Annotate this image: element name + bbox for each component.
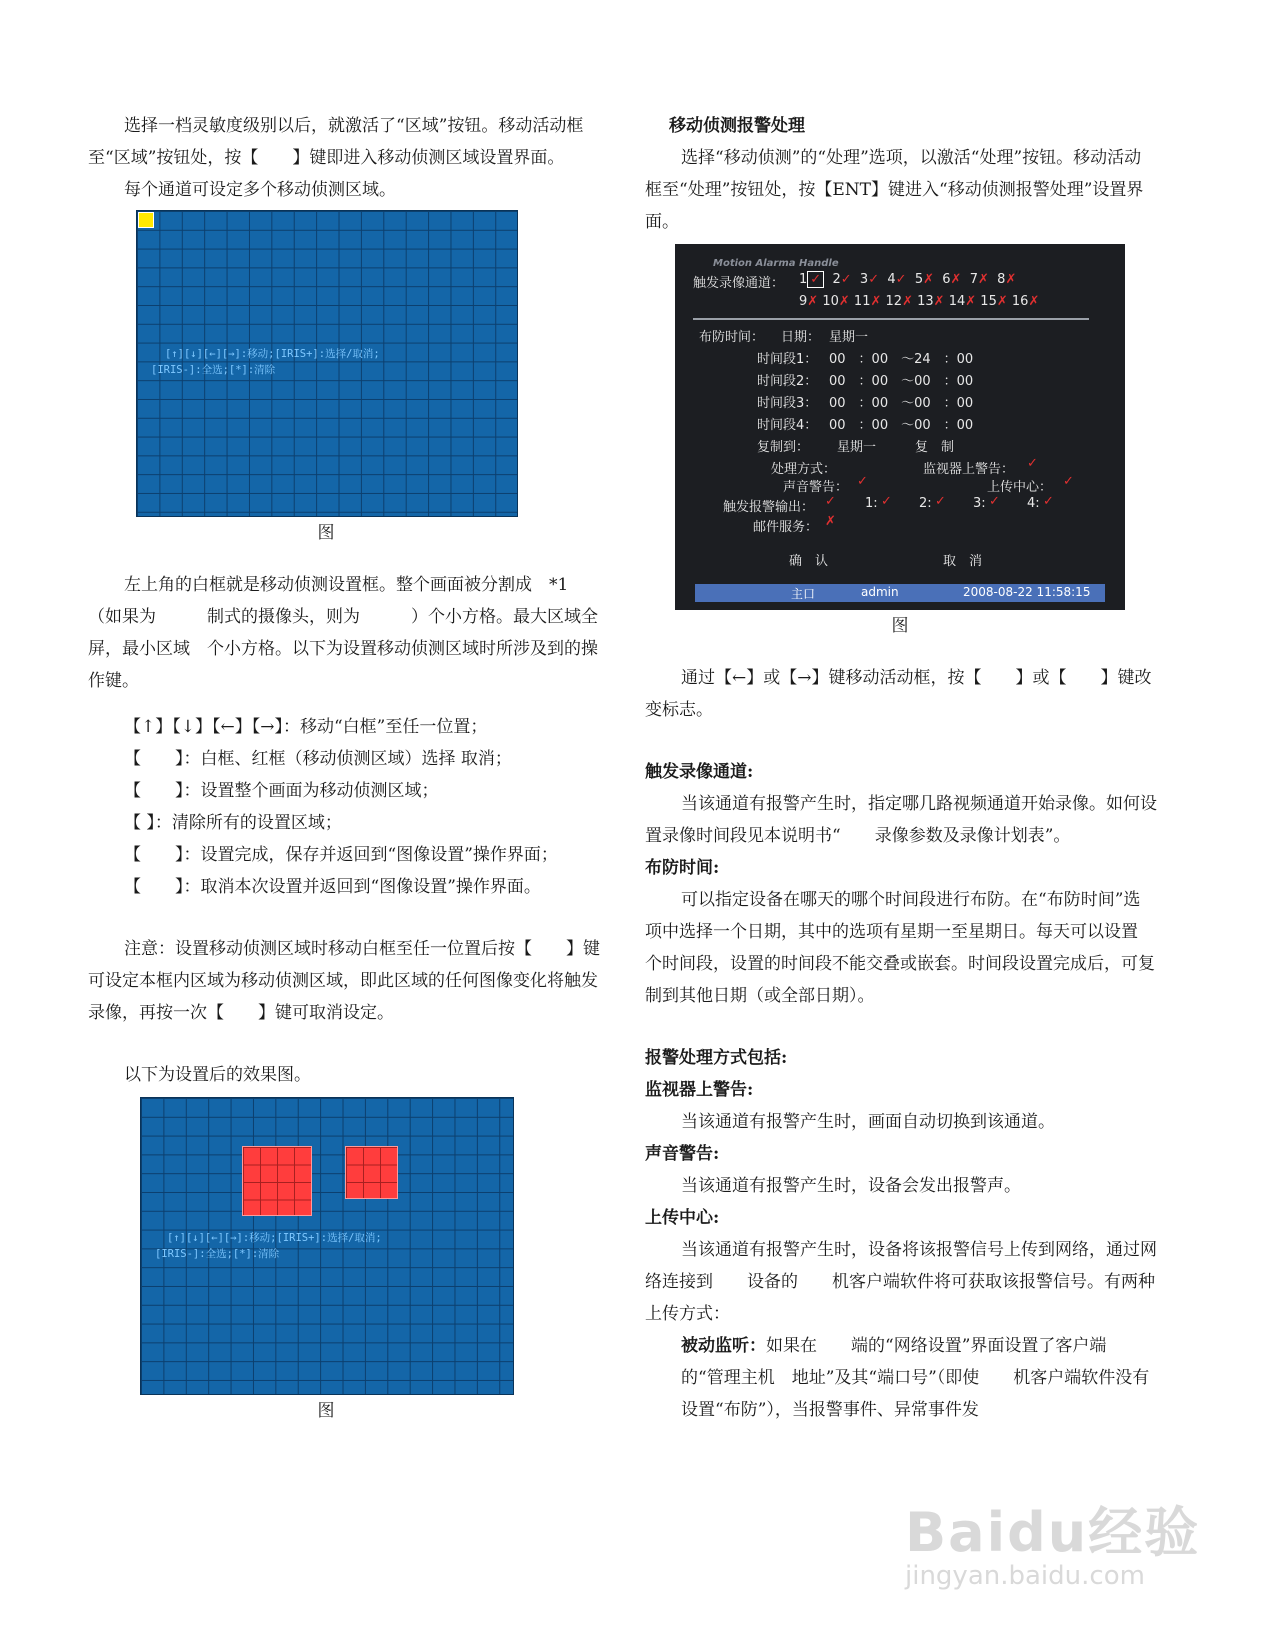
monitor-warning-label: 监视器上警告： xyxy=(923,462,1015,477)
period-label: 时间段4： xyxy=(757,418,818,433)
check-icon[interactable]: ✓ xyxy=(825,494,836,509)
check-icon[interactable]: ✓ xyxy=(989,494,1000,509)
paragraph: 每个通道可设定多个移动侦测区域。 xyxy=(124,180,396,200)
paragraph-text: 如果在 端的“网络设置”界面设置了客户端 的“管理主机 地址”及其“端口号”（即使 机客户端软件没有设置“布防”），当报警事件、异常事件发 xyxy=(681,1336,1150,1420)
period-label: 时间段3： xyxy=(757,396,818,411)
cross-icon[interactable]: ✗ xyxy=(933,294,945,309)
channel-row-2 xyxy=(799,294,1039,309)
key-hint: [IRIS-]:全选;[*]:清除 xyxy=(151,364,276,376)
date-value[interactable]: 星期一 xyxy=(829,330,869,345)
key-hint: [↑][↓][←][→]:移动;[IRIS+]:选择/取消; xyxy=(165,348,380,360)
channel-number: 14 xyxy=(948,294,966,309)
check-icon[interactable]: ✓ xyxy=(881,494,892,509)
key-hint: [↑][↓][←][→]:移动;[IRIS+]:选择/取消; xyxy=(167,1232,382,1244)
check-icon[interactable]: ✓ xyxy=(1043,494,1054,509)
copy-to-label: 复制到： xyxy=(757,440,810,455)
figure-caption: 图 xyxy=(891,616,909,636)
check-icon[interactable]: ✓ xyxy=(840,272,852,287)
main-menu-label[interactable]: 主口 xyxy=(791,587,816,601)
period-value[interactable]: 00 ：00 ～00 ：00 xyxy=(829,374,974,389)
mail-service-label: 邮件服务： xyxy=(753,520,819,535)
key-list xyxy=(88,711,600,903)
paragraph: 通过【←】或【→】键移动活动框，按【 】或【 】键改变标志。 xyxy=(645,668,1152,720)
cross-icon[interactable]: ✗ xyxy=(1028,294,1040,309)
cross-icon[interactable]: ✗ xyxy=(807,294,819,309)
screen-title: Motion Alarma Handle xyxy=(713,258,839,269)
output-number: 1: xyxy=(865,496,878,511)
arm-time-label: 布防时间： xyxy=(699,330,765,345)
status-bar xyxy=(695,584,1105,602)
section-heading: 声音警告: xyxy=(645,1144,720,1164)
channel-number: 9 xyxy=(799,294,808,309)
channel-number: 12 xyxy=(885,294,903,309)
paragraph: 以下为设置后的效果图。 xyxy=(124,1065,311,1085)
channel-number: 15 xyxy=(980,294,997,309)
output-number: 2: xyxy=(919,496,932,511)
cross-icon[interactable]: ✗ xyxy=(1005,272,1017,287)
detection-area xyxy=(345,1146,398,1199)
section-heading: 触发录像通道: xyxy=(645,762,754,782)
check-icon[interactable]: ✓ xyxy=(1027,456,1038,471)
motion-grid-result xyxy=(140,1097,514,1395)
check-icon[interactable]: ✓ xyxy=(935,494,946,509)
note-paragraph: 注意：设置移动侦测区域时移动白框至任一位置后按【 】键可设定本框内区域为移动侦测区域，即此区域的任何图像变化将触发录像，再按一次【 】键可取消设定。 xyxy=(88,939,600,1023)
section-heading: 上传中心: xyxy=(645,1208,720,1228)
key-hint: [IRIS-]:全选;[*]:清除 xyxy=(155,1248,280,1260)
divider xyxy=(693,318,1089,320)
period-value[interactable]: 00 ：00 ～00 ：00 xyxy=(829,396,974,411)
channel-number: 2 xyxy=(832,272,841,287)
paragraph: 当该通道有报警产生时，画面自动切换到该通道。 xyxy=(681,1112,1055,1132)
trigger-label: 触发录像通道： xyxy=(693,276,785,291)
paragraph: 左上角的白框就是移动侦测设置框。整个画面被分割成 *1 （如果为 制式的摄像头，则为 ）个小方格。最大区域全屏，最小区域 个小方格。以下为设置移动侦测区域时所涉及到的操作键。 xyxy=(88,575,598,691)
left-column xyxy=(88,110,600,1427)
handle-label: 处理方式： xyxy=(771,462,837,477)
datetime-label: 2008-08-22 11:58:15 xyxy=(963,585,1091,599)
key-item: 【 】：设置完成，保存并返回到“图像设置”操作界面； xyxy=(124,845,558,865)
alarm-handle-screen xyxy=(675,244,1125,610)
motion-grid-setup xyxy=(136,210,518,517)
paragraph: 当该通道有报警产生时，设备将该报警信号上传到网络，通过网络连接到 设备的 机客户端软件将可获取该报警信号。有两种上传方式： xyxy=(645,1240,1157,1324)
channel-number: 1 xyxy=(799,272,808,287)
channel-number: 4 xyxy=(887,272,896,287)
key-item: 【 】：白框、红框（移动侦测区域）选择 取消； xyxy=(124,749,512,769)
upload-center-label: 上传中心： xyxy=(987,480,1053,495)
paragraph xyxy=(645,1330,1157,1426)
cross-icon[interactable]: ✗ xyxy=(950,272,962,287)
period-label: 时间段2： xyxy=(757,374,818,389)
check-icon[interactable]: ✓ xyxy=(857,474,868,489)
output-number: 4: xyxy=(1027,496,1040,511)
period-value[interactable]: 00 ：00 ～24 ：00 xyxy=(829,352,974,367)
alarm-output-label: 触发报警输出： xyxy=(723,500,815,515)
paragraph: 当该通道有报警产生时，设备会发出报警声。 xyxy=(681,1176,1021,1196)
user-label: admin xyxy=(861,585,899,599)
channel-number: 11 xyxy=(853,294,871,309)
selection-box xyxy=(138,212,154,228)
cross-icon[interactable]: ✗ xyxy=(996,294,1008,309)
period-label: 时间段1： xyxy=(757,352,818,367)
key-item: 【↑】【↓】【←】【→】：移动“白框”至任一位置； xyxy=(124,717,488,737)
sound-warning-label: 声音警告： xyxy=(783,480,849,495)
key-item: 【 】：设置整个画面为移动侦测区域； xyxy=(124,781,439,801)
cancel-button[interactable]: 取 消 xyxy=(943,554,983,569)
copy-day[interactable]: 星期一 xyxy=(837,440,877,455)
channel-number: 3 xyxy=(859,272,869,287)
cross-icon[interactable]: ✗ xyxy=(838,294,850,309)
date-label: 日期： xyxy=(781,330,821,345)
key-item: 【 】：清除所有的设置区域； xyxy=(124,813,342,833)
copy-button[interactable]: 复 制 xyxy=(915,440,955,455)
section-heading: 监视器上警告: xyxy=(645,1080,754,1100)
paragraph: 可以指定设备在哪天的哪个时间段进行布防。在“布防时间”选项中选择一个日期，其中的选项有星期一至星期日。每天可以设置 个时间段，设置的时间段不能交叠或嵌套。时间段设置完成后，可复制到其他日期（或全部日期）。 xyxy=(645,890,1155,1006)
cross-icon[interactable]: ✗ xyxy=(923,272,934,287)
key-item: 【 】：取消本次设置并返回到“图像设置”操作界面。 xyxy=(124,877,541,897)
channel-number: 5 xyxy=(914,272,924,287)
cross-icon[interactable]: ✗ xyxy=(825,514,836,529)
right-column xyxy=(645,110,1157,1426)
paragraph: 选择“移动侦测”的“处理”选项，以激活“处理”按钮。移动活动框至“处理”按钮处，按【ENT】键进入“移动侦测报警处理”设置界面。 xyxy=(645,148,1144,232)
watermark-brand: Baidu经验 xyxy=(905,1501,1201,1564)
watermark-url: jingyan.baidu.com xyxy=(905,1561,1145,1591)
figure-caption: 图 xyxy=(317,523,335,543)
channel-number: 7 xyxy=(969,272,978,287)
check-icon[interactable]: ✓ xyxy=(807,271,824,288)
channel-row-1 xyxy=(799,272,1016,287)
cross-icon[interactable]: ✗ xyxy=(978,272,989,287)
channel-number: 16 xyxy=(1011,294,1029,309)
figure-caption: 图 xyxy=(317,1401,335,1421)
detection-area xyxy=(242,1146,312,1216)
period-value[interactable]: 00 ：00 ～00 ：00 xyxy=(829,418,974,433)
output-number: 3: xyxy=(973,496,986,511)
paragraph: 选择一档灵敏度级别以后，就激活了“区域”按钮。移动活动框至“区域”按钮处，按【 】键即进入移动侦测区域设置界面。 xyxy=(88,116,584,168)
baidu-watermark xyxy=(905,1490,1200,1591)
cross-icon[interactable]: ✗ xyxy=(902,294,913,309)
cross-icon[interactable]: ✗ xyxy=(870,294,882,309)
check-icon[interactable]: ✓ xyxy=(895,272,907,287)
channel-number: 6 xyxy=(942,272,951,287)
paragraph: 当该通道有报警产生时，指定哪几路视频通道开始录像。如何设置录像时间段见本说明书“ 录像参数及录像计划表”。 xyxy=(645,794,1157,846)
channel-number: 13 xyxy=(917,294,934,309)
cross-icon[interactable]: ✗ xyxy=(965,294,977,309)
check-icon[interactable]: ✓ xyxy=(1063,474,1074,489)
channel-number: 10 xyxy=(822,294,839,309)
channel-number: 8 xyxy=(997,272,1006,287)
check-icon[interactable]: ✓ xyxy=(868,272,880,287)
section-heading: 布防时间: xyxy=(645,858,720,878)
section-heading: 移动侦测报警处理 xyxy=(669,116,805,136)
term-label: 被动监听： xyxy=(681,1336,766,1356)
confirm-button[interactable]: 确 认 xyxy=(789,554,829,569)
section-heading: 报警处理方式包括: xyxy=(645,1048,788,1068)
